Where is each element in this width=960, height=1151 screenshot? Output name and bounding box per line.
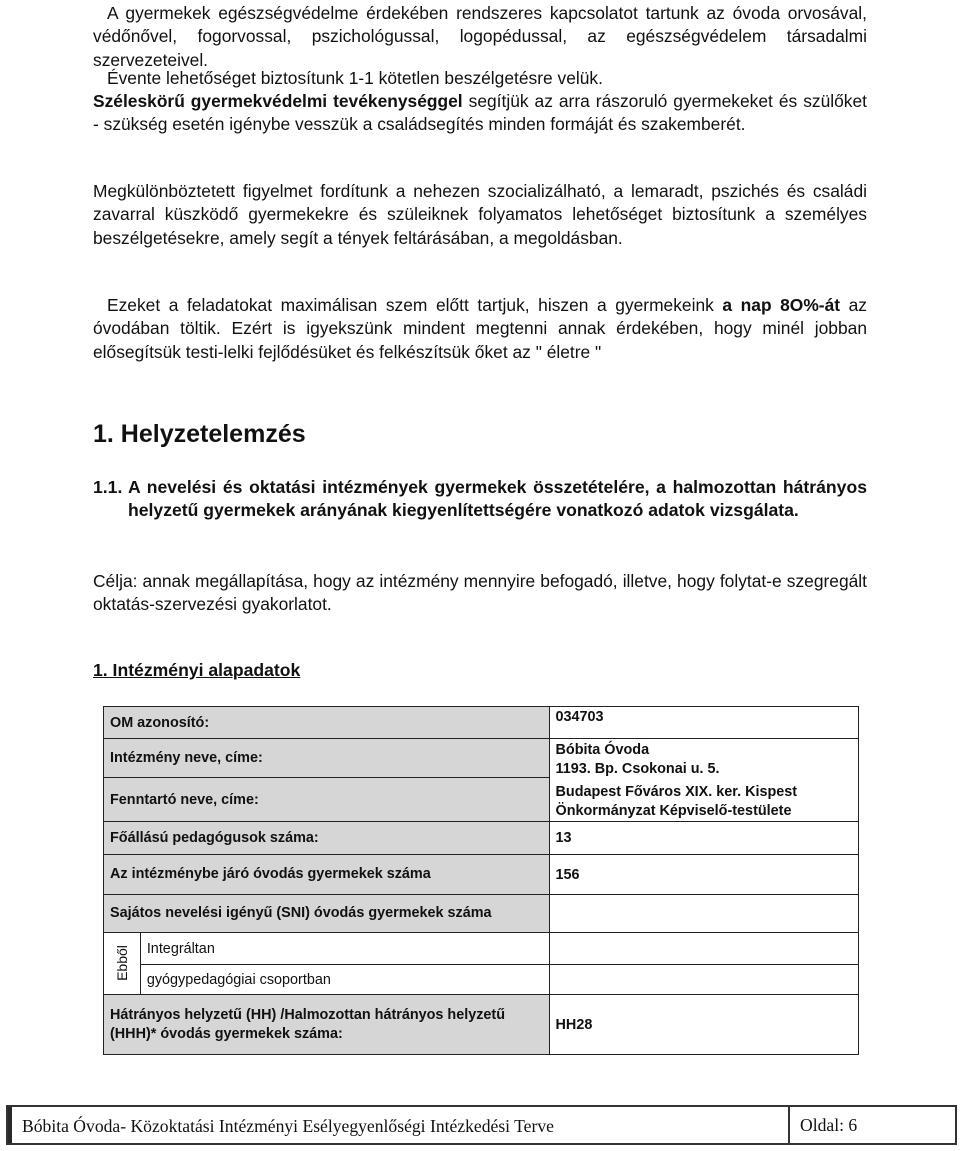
section-1-1-heading: [93, 476, 867, 523]
institution-data-table: [103, 706, 859, 1055]
intro-paragraph-2: Évente lehetőséget biztosítunk 1-1 kötetlen beszélgetésre velük.: [107, 68, 603, 88]
intro-paragraph-5-b: az óvodában töltik. Ezért is igyekszünk mindent megtenni annak érdekében, hogy minél jobban elősegítsük testi-lelki fejlődésüket és felkészítsük őket az " életre ": [93, 295, 867, 362]
om-value: 034703: [549, 707, 858, 739]
ebbol-text: Ebből: [113, 945, 130, 981]
om-label: OM azonosító:: [104, 707, 550, 739]
owner-value-1: Budapest Főváros XIX. ker. Kispest: [555, 784, 798, 800]
intro-paragraph-1: A gyermekek egészségvédelme érdekében rendszeres kapcsolatot tartunk az óvoda orvosával, védőnővel, fogorvossal, pszichológussal, logopédussal, az egészségvédelem társadalmi szervezeteivel.: [93, 3, 867, 70]
page-footer: [6, 1105, 957, 1145]
integr-label: Integráltan: [140, 933, 549, 965]
footer-title: Bóbita Óvoda- Közoktatási Intézményi Esélyegyenlőségi Intézkedési Terve: [22, 1116, 554, 1136]
section-1-1-title: A nevelési és oktatási intézmények gyermekek összetételére, a halmozottan hátrányos helyzetű gyermekek arányának kiegyenlítettségére vonatkozó adatok vizsgálata.: [128, 477, 867, 521]
owner-label: Fenntartó neve, címe:: [104, 778, 550, 822]
intro-paragraph-5-a: Ezeket a feladatokat maximálisan szem előtt tartjuk, hiszen a gyermekeink: [107, 295, 723, 315]
heading-helyzetelemzes: 1. Helyzetelemzés: [93, 420, 306, 448]
footer-accent-bar: [8, 1107, 12, 1143]
ebbol-label: [104, 933, 141, 995]
children-value: 156: [549, 855, 858, 895]
goal-paragraph: Célja: annak megállapítása, hogy az intézmény mennyire befogadó, illetve, hogy folytat-e szegregált oktatás-szervezési gyakorlatot.: [93, 571, 867, 615]
intro-paragraph-5-bold: a nap 8O%-át: [722, 295, 841, 315]
intro-paragraph-5: [93, 294, 867, 364]
owner-value-2: Önkormányzat Képviselő-testülete: [555, 803, 792, 819]
intro-paragraph-3-bold: Széleskörű gyermekvédelmi tevékenységgel: [93, 91, 463, 111]
section-1-1-number: 1.1.: [93, 477, 123, 497]
name-value-2: 1193. Bp. Csokonai u. 5.: [555, 761, 720, 777]
sni-value: [549, 895, 858, 933]
name-value-1: Bóbita Óvoda: [555, 742, 650, 758]
hh-value: HH28: [549, 995, 858, 1055]
intro-paragraph-3-rest: segítjük az arra rászoruló gyermekeket és szülőket - szükség esetén igénybe vesszük a családsegítés minden formáját és szakemberét.: [93, 91, 867, 135]
name-label: Intézmény neve, címe:: [104, 739, 550, 778]
intro-paragraph-4: Megkülönböztetett figyelmet fordítunk a nehezen szocializálható, a lemaradt, pszichés és családi zavarral küszködő gyermekekre és szüleiknek folyamatos lehetőséget biztosítunk a személyes beszélgetésekre, amely segít a tények feltárásában, a megoldásban.: [93, 181, 867, 248]
teachers-label: Főállású pedagógusok száma:: [104, 822, 550, 855]
subheading-intezmenyi-alapadatok: 1. Intézményi alapadatok: [93, 660, 301, 680]
hh-label: Hátrányos helyzetű (HH) /Halmozottan hátrányos helyzetű (HHH)* óvodás gyermekek száma:: [104, 995, 550, 1055]
sni-label: Sajátos nevelési igényű (SNI) óvodás gyermekek száma: [104, 895, 550, 933]
children-label: Az intézménybe járó óvodás gyermekek száma: [104, 855, 550, 895]
name-owner-value: [549, 739, 858, 822]
gyogy-value: [549, 965, 858, 995]
intro-paragraph-3: [93, 90, 867, 137]
teachers-value: 13: [549, 822, 858, 855]
footer-page-number: Oldal: 6: [788, 1107, 960, 1143]
integr-value: [549, 933, 858, 965]
gyogy-label: gyógypedagógiai csoportban: [140, 965, 549, 995]
